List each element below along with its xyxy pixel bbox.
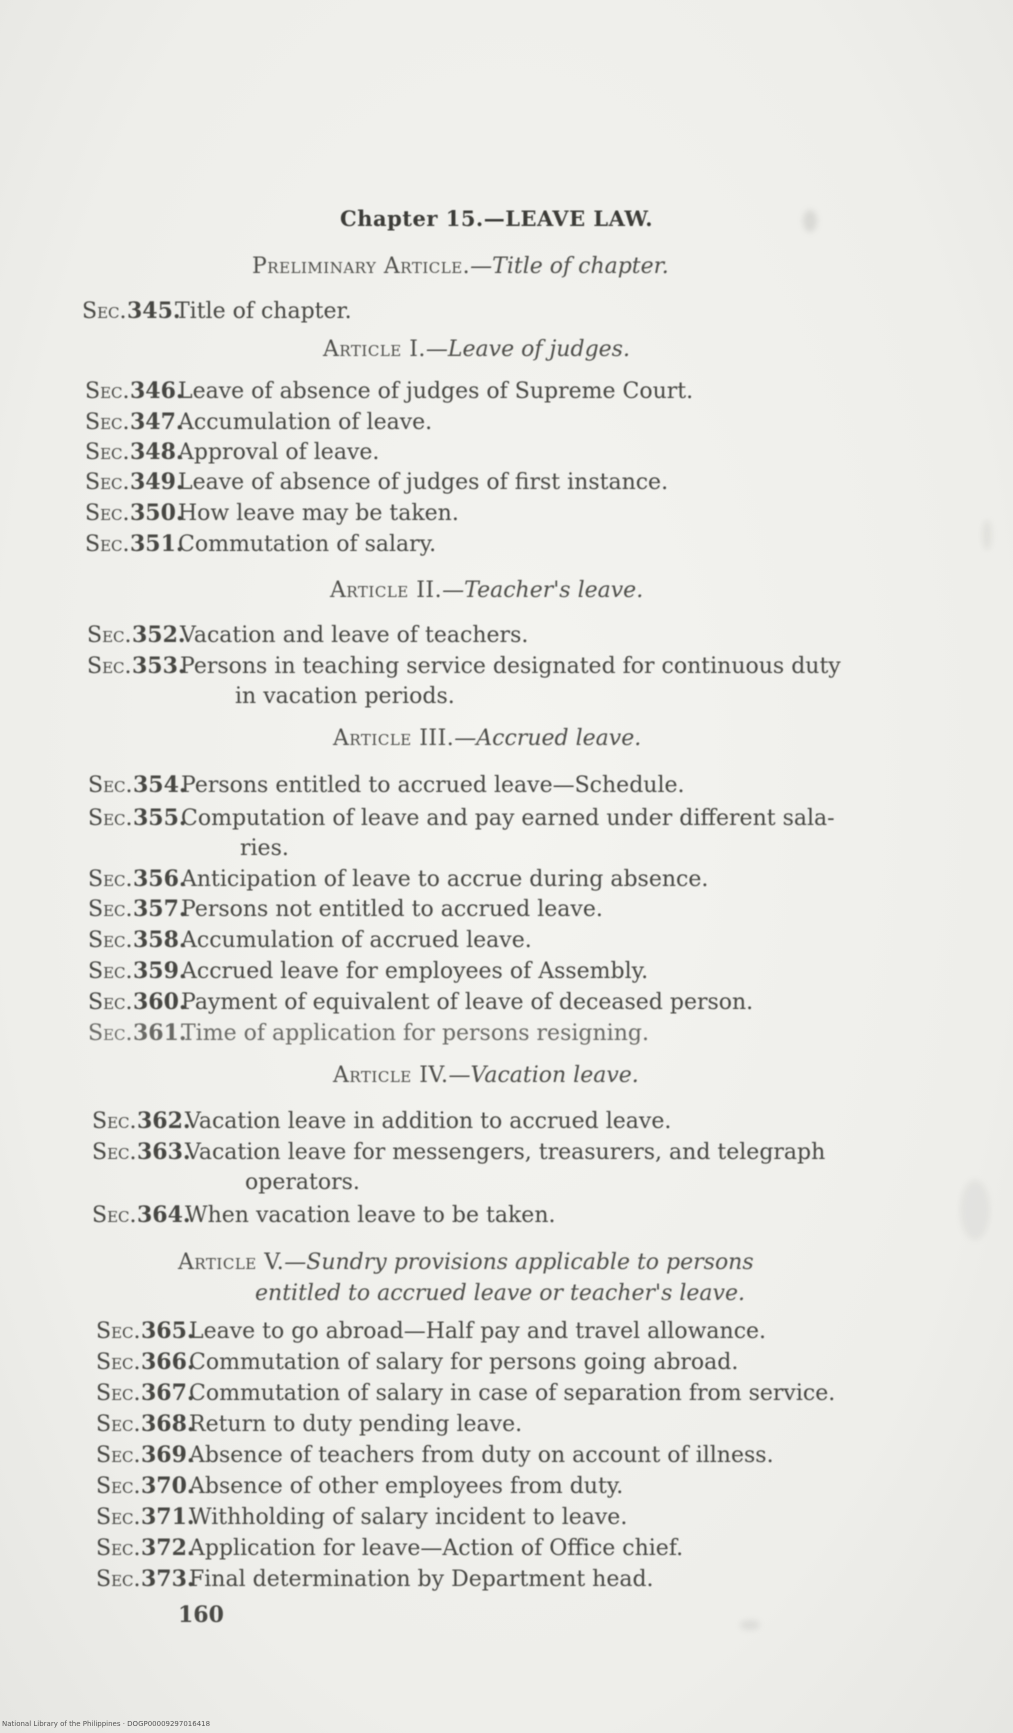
toc-entry	[85, 531, 436, 557]
section-number: 361.	[133, 1020, 187, 1046]
section-title: When vacation leave to be taken.	[185, 1203, 556, 1228]
section-number: 362.	[137, 1108, 191, 1134]
section-number: 371.	[141, 1504, 195, 1530]
section-number: 373.	[141, 1566, 195, 1592]
toc-entry	[92, 1108, 671, 1134]
section-number: 363.	[137, 1139, 191, 1165]
section-number: 364.	[137, 1202, 191, 1228]
section-title: Withholding of salary incident to leave.	[189, 1505, 628, 1530]
section-title: Computation of leave and pay earned under different sala-	[181, 806, 835, 831]
toc-entry	[96, 1535, 683, 1561]
section-title: Final determination by Department head.	[189, 1567, 654, 1592]
article-v-heading-continuation	[255, 1281, 745, 1306]
page-smudge	[740, 1620, 760, 1630]
toc-entry	[96, 1380, 835, 1406]
section-number: 350.	[130, 500, 184, 526]
section-title: Anticipation of leave to accrue during absence.	[181, 867, 709, 892]
toc-entry	[85, 378, 693, 404]
toc-entry	[96, 1349, 738, 1375]
section-title: Payment of equivalent of leave of deceased person.	[181, 990, 754, 1015]
page-smudge	[982, 520, 992, 550]
article-label: Article IV.	[333, 1063, 449, 1088]
section-number: 360.	[133, 989, 187, 1015]
sec-abbr: Sec.	[85, 379, 130, 404]
section-title: Persons not entitled to accrued leave.	[181, 897, 603, 922]
section-title: Commutation of salary in case of separation from service.	[189, 1381, 836, 1406]
section-title: Vacation leave in addition to accrued leave.	[185, 1109, 672, 1134]
sec-abbr: Sec.	[88, 928, 133, 953]
section-title: Commutation of salary for persons going abroad.	[189, 1350, 739, 1375]
section-number: 370.	[141, 1473, 195, 1499]
section-title: Approval of leave.	[178, 440, 380, 465]
article-title: —Title of chapter.	[470, 254, 669, 279]
toc-entry	[88, 805, 835, 831]
section-title: Vacation and leave of teachers.	[180, 623, 529, 648]
preliminary-article-heading	[252, 254, 669, 279]
section-title: Vacation leave for messengers, treasurers, and telegraph	[185, 1140, 826, 1165]
sec-abbr: Sec.	[96, 1443, 141, 1468]
section-number: 368.	[141, 1411, 195, 1437]
section-title: Leave of absence of judges of first instance.	[178, 470, 669, 495]
section-number: 372.	[141, 1535, 195, 1561]
section-title: Time of application for persons resigning.	[181, 1021, 649, 1046]
sec-abbr: Sec.	[87, 623, 132, 648]
toc-entry	[82, 298, 352, 324]
sec-abbr: Sec.	[85, 501, 130, 526]
article-iv-heading	[333, 1063, 639, 1088]
toc-entry	[88, 1020, 649, 1046]
toc-entry	[96, 1318, 766, 1344]
section-number: 357.	[133, 896, 187, 922]
sec-abbr: Sec.	[82, 299, 127, 324]
article-i-heading	[323, 337, 630, 362]
page-number: 160	[178, 1602, 224, 1628]
section-number: 359.	[133, 958, 187, 984]
section-number: 351.	[130, 531, 184, 557]
sec-abbr: Sec.	[85, 440, 130, 465]
sec-abbr: Sec.	[96, 1381, 141, 1406]
toc-entry	[85, 439, 379, 465]
section-number: 358.	[133, 927, 187, 953]
toc-entry	[88, 989, 753, 1015]
article-label: Article I.	[323, 337, 426, 362]
section-number: 345.	[127, 298, 181, 324]
section-title: Application for leave—Action of Office chief.	[189, 1536, 684, 1561]
section-number: 352.	[132, 622, 186, 648]
toc-entry	[96, 1411, 522, 1437]
sec-abbr: Sec.	[96, 1505, 141, 1530]
toc-entry	[87, 653, 841, 679]
section-title: Accumulation of leave.	[178, 410, 433, 435]
article-label: Article V.	[178, 1250, 285, 1275]
section-number: 354.	[133, 772, 187, 798]
sec-abbr: Sec.	[85, 532, 130, 557]
section-number: 349.	[130, 469, 184, 495]
section-title-continuation: operators.	[245, 1170, 360, 1195]
page-smudge	[960, 1180, 990, 1240]
section-number: 346.	[130, 378, 184, 404]
sec-abbr: Sec.	[96, 1319, 141, 1344]
sec-abbr: Sec.	[96, 1567, 141, 1592]
toc-entry	[96, 1566, 654, 1592]
toc-entry	[88, 866, 708, 892]
section-title-continuation: ries.	[240, 836, 289, 861]
article-title: —Leave of judges.	[425, 337, 630, 362]
section-title: Return to duty pending leave.	[189, 1412, 523, 1437]
sec-abbr: Sec.	[88, 867, 133, 892]
article-v-heading	[178, 1250, 754, 1275]
section-title: Accumulation of accrued leave.	[181, 928, 532, 953]
toc-entry	[88, 927, 532, 953]
toc-entry	[87, 622, 528, 648]
article-label: Article III.	[333, 726, 455, 751]
toc-entry	[88, 896, 603, 922]
toc-entry	[96, 1504, 627, 1530]
section-title: Absence of teachers from duty on account of illness.	[189, 1443, 774, 1468]
section-number: 365.	[141, 1318, 195, 1344]
article-ii-heading	[330, 578, 643, 603]
article-label: Preliminary Article.	[252, 254, 471, 279]
section-number: 347.	[130, 409, 184, 435]
article-iii-heading	[333, 726, 641, 751]
section-number: 355.	[133, 805, 187, 831]
article-label: Article II.	[330, 578, 443, 603]
section-number: 366.	[141, 1349, 195, 1375]
toc-entry	[88, 958, 648, 984]
sec-abbr: Sec.	[88, 806, 133, 831]
toc-entry	[96, 1442, 774, 1468]
section-title: Accrued leave for employees of Assembly.	[181, 959, 649, 984]
sec-abbr: Sec.	[96, 1350, 141, 1375]
section-number: 353.	[132, 653, 186, 679]
toc-entry	[92, 1202, 556, 1228]
section-number: 369.	[141, 1442, 195, 1468]
section-title: Leave of absence of judges of Supreme Court.	[178, 379, 694, 404]
sec-abbr: Sec.	[87, 654, 132, 679]
section-title-continuation: in vacation periods.	[235, 684, 455, 709]
article-title: —Vacation leave.	[448, 1063, 639, 1088]
section-number: 356.	[133, 866, 187, 892]
sec-abbr: Sec.	[96, 1474, 141, 1499]
sec-abbr: Sec.	[92, 1203, 137, 1228]
chapter-title: Chapter 15.—LEAVE LAW.	[340, 206, 654, 231]
sec-abbr: Sec.	[85, 410, 130, 435]
sec-abbr: Sec.	[88, 959, 133, 984]
sec-abbr: Sec.	[96, 1536, 141, 1561]
footer-credit: National Library of the Philippines · DOGP00009297016418	[2, 1720, 211, 1728]
section-title: Commutation of salary.	[178, 532, 437, 557]
sec-abbr: Sec.	[96, 1412, 141, 1437]
article-title-continuation: entitled to accrued leave or teacher's leave.	[255, 1281, 745, 1306]
toc-entry	[92, 1139, 825, 1165]
sec-abbr: Sec.	[88, 1021, 133, 1046]
toc-entry	[88, 772, 685, 798]
toc-entry	[85, 409, 432, 435]
article-title: —Accrued leave.	[454, 726, 642, 751]
toc-entry	[96, 1473, 623, 1499]
section-title: Persons in teaching service designated for continuous duty	[180, 654, 841, 679]
section-number: 367.	[141, 1380, 195, 1406]
sec-abbr: Sec.	[88, 773, 133, 798]
section-title: How leave may be taken.	[178, 501, 459, 526]
section-title: Absence of other employees from duty.	[189, 1474, 624, 1499]
toc-entry	[85, 469, 668, 495]
sec-abbr: Sec.	[88, 990, 133, 1015]
toc-entry	[85, 500, 459, 526]
sec-abbr: Sec.	[92, 1109, 137, 1134]
sec-abbr: Sec.	[85, 470, 130, 495]
section-title: Title of chapter.	[175, 299, 352, 324]
sec-abbr: Sec.	[92, 1140, 137, 1165]
sec-abbr: Sec.	[88, 897, 133, 922]
article-title: —Teacher's leave.	[442, 578, 644, 603]
page-smudge	[803, 210, 817, 232]
article-title: —Sundry provisions applicable to persons	[284, 1250, 754, 1275]
section-title: Persons entitled to accrued leave—Schedule.	[181, 773, 685, 798]
section-number: 348.	[130, 439, 184, 465]
section-title: Leave to go abroad—Half pay and travel allowance.	[189, 1319, 767, 1344]
